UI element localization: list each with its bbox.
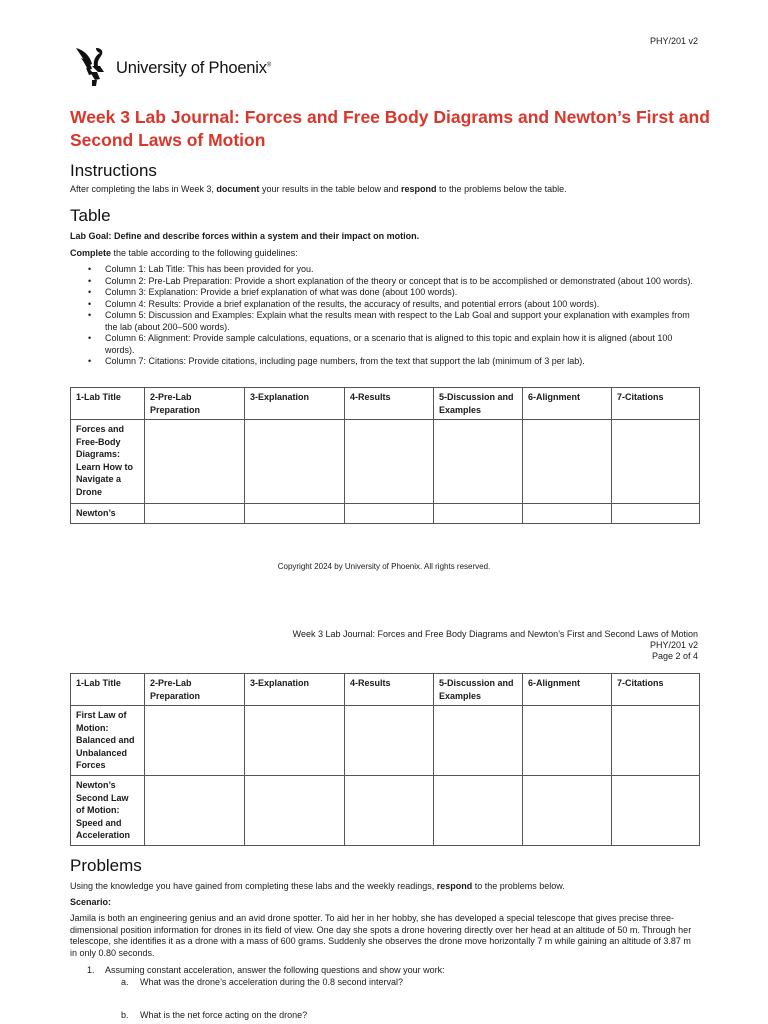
page-number: Page 2 of 4 [651, 651, 698, 661]
lab-title-cell: Newton’s Second Law of Motion: Speed and Acceleration [71, 776, 145, 846]
course-code: PHY/201 v2 [649, 36, 698, 46]
entry-cell[interactable] [345, 776, 434, 846]
entry-cell[interactable] [245, 706, 345, 776]
column-header: 7-Citations [612, 388, 700, 420]
instructions-text: After completing the labs in Week 3, document your results in the table below and respond to the problems below the table. [70, 184, 567, 194]
lab-table-page-2 [70, 673, 700, 846]
column-header: 6-Alignment [523, 388, 612, 420]
problems-heading: Problems [70, 856, 142, 875]
question-item [70, 965, 700, 1022]
column-header: 1-Lab Title [71, 388, 145, 420]
column-header: 3-Explanation [245, 674, 345, 706]
sub-question-b [70, 1010, 700, 1022]
entry-cell[interactable] [612, 504, 700, 524]
entry-cell[interactable] [612, 706, 700, 776]
entry-cell[interactable] [434, 706, 523, 776]
page-2-course-code: PHY/201 v2 [649, 640, 698, 650]
entry-cell[interactable] [245, 420, 345, 504]
entry-cell[interactable] [245, 504, 345, 524]
sub-question-a [70, 977, 700, 989]
lab-title-cell: Forces and Free-Body Diagrams: Learn How to Navigate a Drone [71, 420, 145, 504]
entry-cell[interactable] [345, 706, 434, 776]
university-logo [70, 42, 271, 88]
table-heading: Table [70, 206, 111, 225]
phoenix-icon [70, 42, 114, 88]
entry-cell[interactable] [523, 420, 612, 504]
logo-text: University of Phoenix® [116, 58, 272, 77]
entry-cell[interactable] [345, 504, 434, 524]
entry-cell[interactable] [434, 776, 523, 846]
guideline-item: • Column 6: Alignment: Provide sample calculations, equations, or a scenario that is aligned to this topic and explain how it is aligned (about 100 words). [70, 333, 700, 356]
table-row [71, 420, 700, 504]
problems-intro: Using the knowledge you have gained from completing these labs and the weekly readings, respond to the problems below. [70, 881, 565, 891]
column-header: 4-Results [345, 388, 434, 420]
entry-cell[interactable] [434, 420, 523, 504]
column-header: 5-Discussion and Examples [434, 674, 523, 706]
guidelines-list [70, 264, 700, 368]
column-header: 5-Discussion and Examples [434, 388, 523, 420]
table-row [71, 776, 700, 846]
entry-cell[interactable] [523, 776, 612, 846]
question-number: 1. [87, 965, 95, 975]
entry-cell[interactable] [245, 776, 345, 846]
entry-cell[interactable] [523, 706, 612, 776]
guideline-item: • Column 2: Pre-Lab Preparation: Provide a short explanation of the theory or concept that is to be accomplished or demonstrated (about 100 words). [70, 276, 700, 288]
question-text: Assuming constant acceleration, answer the following questions and show your work: [105, 965, 445, 975]
entry-cell[interactable] [434, 504, 523, 524]
column-header: 2-Pre-Lab Preparation [145, 674, 245, 706]
scenario-text: Jamila is both an engineering genius and an avid drone spotter. To aid her in her hobby, she has developed a special telescope that gives precise three-dimensional position information for drones in its field of view. One day she spots a drone hovering directly over her head at an altitude of 50 m. Through her telescope, she identifies it as a drone with a mass of 600 grams. Suddenly she observes the drone move horizontally 7 m while gaining an altitude of 3.87 m in only 0.80 seconds. [70, 913, 692, 958]
page-2-header [293, 629, 698, 662]
complete-instructions: Complete the table according to the following guidelines: [70, 248, 298, 258]
entry-cell[interactable] [145, 776, 245, 846]
document-title: Week 3 Lab Journal: Forces and Free Body Diagrams and Newton’s First and Second Laws of Motion [70, 107, 710, 150]
guideline-item: • Column 4: Results: Provide a brief explanation of the results, the accuracy of results, and potential errors (about 100 words). [70, 299, 700, 311]
entry-cell[interactable] [145, 706, 245, 776]
entry-cell[interactable] [345, 420, 434, 504]
sub-question-text: What was the drone’s acceleration during the 0.8 second interval? [140, 976, 403, 987]
guideline-item: • Column 3: Explanation: Provide a brief explanation of what was done (about 100 words). [70, 287, 700, 299]
sub-question-text: What is the net force acting on the drone? [140, 1010, 308, 1020]
column-header: 1-Lab Title [71, 674, 145, 706]
table-row [71, 706, 700, 776]
column-header: 4-Results [345, 674, 434, 706]
guideline-item: • Column 7: Citations: Provide citations, including page numbers, from the text that support the lab (minimum of 3 per lab). [70, 356, 700, 368]
lab-table-page-1 [70, 387, 700, 524]
page-2-title: Week 3 Lab Journal: Forces and Free Body Diagrams and Newton’s First and Second Laws of Motion [292, 629, 698, 639]
instructions-heading: Instructions [70, 161, 157, 180]
guideline-item: • Column 5: Discussion and Examples: Explain what the results mean with respect to the Lab Goal and support your explanation with examples from the lab (about 200–500 words). [70, 310, 700, 333]
column-header: 2-Pre-Lab Preparation [145, 388, 245, 420]
entry-cell[interactable] [145, 504, 245, 524]
entry-cell[interactable] [612, 776, 700, 846]
lab-title-cell: Newton’s [71, 504, 145, 524]
column-header: 6-Alignment [523, 674, 612, 706]
lab-goal: Lab Goal: Define and describe forces within a system and their impact on motion. [70, 231, 420, 241]
table-row [71, 504, 700, 524]
lab-title-cell: First Law of Motion: Balanced and Unbalanced Forces [71, 706, 145, 776]
scenario-label: Scenario: [70, 897, 112, 907]
column-header: 7-Citations [612, 674, 700, 706]
column-header: 3-Explanation [245, 388, 345, 420]
questions-list [70, 965, 700, 1022]
copyright: Copyright 2024 by University of Phoenix. All rights reserved. [277, 562, 491, 571]
table-header-row [71, 388, 700, 420]
sub-question-letter: b. [121, 1010, 129, 1020]
entry-cell[interactable] [612, 420, 700, 504]
guideline-item: • Column 1: Lab Title: This has been provided for you. [70, 264, 700, 276]
entry-cell[interactable] [145, 420, 245, 504]
entry-cell[interactable] [523, 504, 612, 524]
sub-question-letter: a. [121, 976, 129, 987]
question-1 [70, 965, 700, 977]
table-header-row [71, 674, 700, 706]
